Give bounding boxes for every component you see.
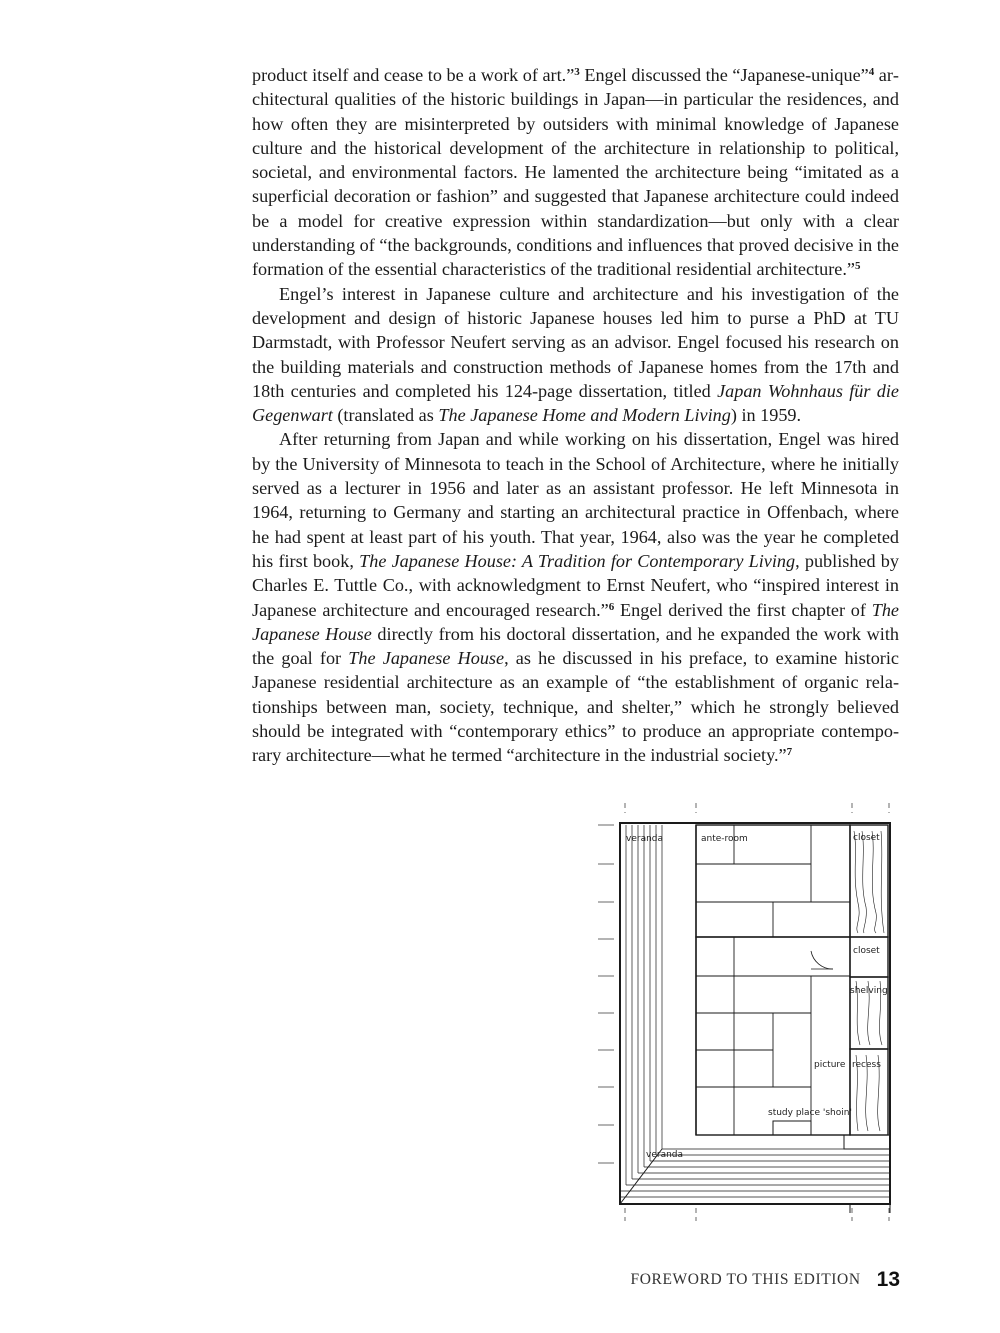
- italic-title: The Japanese House: [252, 599, 899, 644]
- footnote-ref: 4: [868, 66, 875, 78]
- text-run: (translated as: [332, 405, 439, 426]
- body-paragraph: [252, 427, 899, 767]
- floor-plan-drawing: [596, 803, 900, 1223]
- text-run: After returning from Japan and while working on his dissertation, Engel was hired by the University of Minnesota to teach in the School of Architecture, where he initially served as a lecturer in 1956 and later as an assistant professor. He left Minnesota in 1964, returning to Germany and starting an architectural practice in Offenbach, where he had spent at least part of his youth. That year, 1964, also was the year he completed his first book,: [252, 429, 899, 571]
- floor-plan-svg: [596, 803, 900, 1223]
- running-head: FOREWORD TO THIS EDITION: [630, 1271, 861, 1288]
- footnote-ref: 7: [786, 746, 793, 759]
- plan-label-closet-mid: closet: [853, 946, 880, 956]
- text-run: directly from his doctoral dissertation, and he expanded the work with the goal for: [252, 623, 899, 669]
- italic-title: The Japanese House: A Tradition for Contemporary Living: [359, 550, 796, 571]
- plan-label-shelving: shelving: [850, 986, 888, 996]
- text-run: ) in 1959.: [730, 405, 802, 426]
- text-run: Engel’s interest in Japanese culture and architecture and his investigation of the development and design of historic Japanese houses led him to purse a PhD at TU Darmstadt, with Professor Neufert serving as an advisor. Engel focused his research on the building materials and construction methods of Japanese homes from the 17th and 18th centuries and completed his 124-page dissertation, titled: [252, 283, 899, 401]
- plan-label-veranda-bottom: veranda: [646, 1150, 684, 1160]
- body-paragraph: [252, 63, 899, 282]
- plan-label-study-place: study place 'shoin': [768, 1108, 852, 1118]
- page-number: 13: [876, 1268, 900, 1291]
- text-run: , as he discussed in his preface, to examine historic Japanese residential architecture as an example of “the establishment of organic relationships between man, society, technique, and shelter,” which he strongly believed should be integrated with “contemporary ethics” to produce an appropriate contemporary architecture—what he termed “architecture in the industrial society.”: [252, 648, 899, 766]
- text-run: Engel discussed the “Japanese-unique”: [579, 65, 869, 85]
- italic-title: Japan Wohnhaus für die Gegenwart: [252, 380, 899, 426]
- body-text: [252, 63, 899, 768]
- italic-title: The Japanese Home and Modern Living: [438, 405, 731, 426]
- plan-label-closet-top: closet: [853, 833, 880, 843]
- text-run: product itself and cease to be a work of art.”: [252, 65, 575, 85]
- text-run: , published by Charles E. Tuttle Co., with acknowledgment to Ernst Neufert, who “inspired interest in Japanese architecture and encouraged research.”: [252, 550, 899, 620]
- plan-label-veranda-top: veranda: [626, 834, 664, 844]
- footnote-ref: 6: [608, 600, 615, 613]
- plan-label-ante-room: ante-room: [701, 834, 748, 844]
- plan-label-recess: recess: [852, 1060, 881, 1070]
- footnote-ref: 5: [854, 260, 861, 273]
- plan-label-picture: picture: [814, 1060, 846, 1070]
- body-paragraph: [252, 282, 899, 428]
- italic-title: The Japanese House: [348, 648, 505, 669]
- text-run: Engel derived the first chapter of: [614, 599, 872, 620]
- page-footer: [560, 1268, 900, 1292]
- text-run: architectural qualities of the historic buildings in Japan—in particular the residences, and how often they are misinterpreted by outsiders with minimal knowledge of Japanese culture and the historical development of the architecture in relationship to political, societal, and environmental factors. He lamented the architecture being “imitated as a superficial decoration or fashion” and suggested that Japanese architecture could indeed be a model for creative expression within standardization—but only with a clear understanding of “the backgrounds, conditions and influences that proved decisive in the formation of the essential characteristics of the traditional residential architecture.”: [252, 65, 899, 280]
- footnote-ref: 3: [574, 66, 580, 78]
